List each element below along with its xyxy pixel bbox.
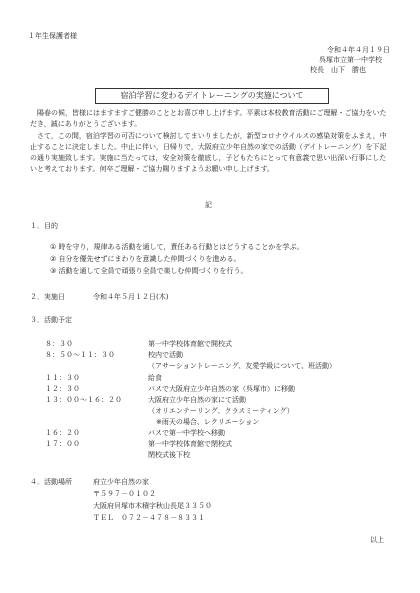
schedule-time: １７：００ (45, 440, 80, 448)
schedule-time: ８：５０～１１：３０ (45, 351, 115, 359)
issuer-principal: 校長 山下 勝也 (310, 66, 366, 74)
ki-label: 記 (205, 201, 212, 209)
body-paragraph-1: 陽春の候，皆様にはますますご健勝のこととお喜び申し上げます。平素は本校教育活動にご理解・ご協力をいただき，誠にありがとうございます。 (30, 109, 387, 128)
schedule-activity: 校内で活動 (148, 351, 183, 359)
schedule-activity: 閉校式後下校 (148, 451, 190, 459)
schedule-activity: 第一中学校体育館で開校式 (148, 340, 232, 348)
schedule-time: １２：３０ (45, 385, 80, 393)
purpose-item-1: ① 時を守り，規律ある活動を通して，責任ある行動とはどうすることかを学ぶ。 (50, 243, 304, 251)
schedule-activity: （オリエンテーリング、クラスミーティング） (148, 407, 294, 415)
schedule-time: １６：２０ (45, 429, 80, 437)
title-box (95, 88, 329, 104)
place-phone: ＴＥＬ ０７２－４７８－８３３１ (93, 514, 205, 522)
issuer-school: 呉塚市立第一中学校 (319, 56, 382, 64)
schedule-activity: ※雨天の場合、レクリエーション (156, 418, 260, 426)
date-value: 令和４年５月１２日(木) (93, 293, 169, 301)
closing: 以上 (370, 536, 384, 544)
schedule-activity: 第一中学校体育館で閉校式 (148, 440, 232, 448)
schedule-activity: バスで第一中学校へ移動 (148, 429, 225, 437)
schedule-time: １３：００～１６：２０ (45, 396, 122, 404)
schedule-time: １１：３０ (45, 374, 80, 382)
place-heading: ４．活動場所 (30, 478, 72, 486)
date: 令和４年４月１９日 (327, 46, 390, 54)
schedule-heading: ３．活動予定 (30, 316, 72, 324)
purpose-heading: １．目的 (30, 222, 58, 230)
schedule-activity: バスで大阪府立少年自然の家（呉塚市）に移動 (148, 385, 295, 393)
date-heading: ２．実施日 (30, 293, 65, 301)
schedule-activity: 給食 (148, 374, 162, 382)
place-address: 大阪府貝塚市木積字秋山長尾３３５０ (93, 502, 212, 510)
schedule-time: ８：３０ (45, 340, 73, 348)
page-title: 宿泊学習に変わるデイトレーニングの実施について (120, 91, 304, 100)
purpose-item-2: ② 自分を優先せずにまわりを意識した仲間づくりを進める。 (50, 255, 241, 263)
purpose-item-3: ③ 活動を通して全員で頑張り全員で楽しむ仲間づくりを行う。 (50, 267, 248, 275)
place-postal-code: 〒５９７－０１０２ (93, 490, 156, 498)
schedule-activity: 大阪府立少年自然の家にて活動 (148, 396, 246, 404)
body-paragraph-2: さて，この間，宿泊学習の可否について検討してまいりましたが，新型コロナウイルスの感染対策をふまえ，中止することに決定しました。中止に伴い，日帰りで，大阪府立少年自然の家での活動（デイトレーニング）を下記の通り実施致します。実施に当たっては，安全対策を徹底し，子どもたちにとって有意義で思い出深い行事にしたいと考えております。何卒ご理解・ご協力賜りますようお願い申し上げます。 (30, 132, 387, 173)
addressee: １年生保護者様 (28, 32, 77, 40)
schedule-activity: （アサーショントレーニング、友愛学級について、班活動） (148, 362, 337, 370)
place-name: 府立少年自然の家 (93, 478, 149, 486)
